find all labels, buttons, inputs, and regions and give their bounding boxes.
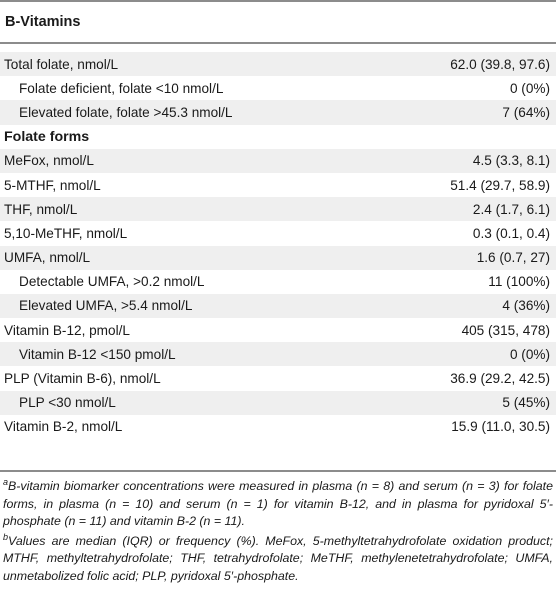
- table-section-row: [0, 125, 556, 149]
- table-header: B-Vitamins: [5, 14, 81, 30]
- row-label: Vitamin B-2, nmol/L: [4, 419, 123, 435]
- row-label: PLP <30 nmol/L: [19, 395, 116, 411]
- row-value: 405 (315, 478): [461, 322, 550, 338]
- table-row: [0, 52, 556, 76]
- table-row: [0, 391, 556, 415]
- row-label: Total folate, nmol/L: [4, 56, 119, 72]
- table-body: [0, 52, 556, 439]
- row-value: 0 (0%): [509, 346, 550, 362]
- table-row: [0, 366, 556, 390]
- table-row: [0, 415, 556, 439]
- table-row: [0, 270, 556, 294]
- row-value: 2.4 (1.7, 6.1): [472, 201, 550, 217]
- row-value: 5 (45%): [502, 395, 550, 411]
- row-label: Vitamin B-12, pmol/L: [4, 322, 130, 338]
- row-label: Elevated folate, folate >45.3 nmol/L: [19, 104, 233, 120]
- table-row: [0, 100, 556, 124]
- table-row: [0, 318, 556, 342]
- row-label: PLP (Vitamin B-6), nmol/L: [4, 371, 161, 387]
- row-label: THF, nmol/L: [4, 201, 78, 217]
- row-value: 4.5 (3.3, 8.1): [472, 153, 550, 169]
- row-value: 15.9 (11.0, 30.5): [451, 419, 550, 435]
- row-label: MeFox, nmol/L: [4, 153, 94, 169]
- table-row: [0, 221, 556, 245]
- table-row: [0, 173, 556, 197]
- row-value: 36.9 (29.2, 42.5): [450, 371, 550, 387]
- table-footnotes: [3, 478, 553, 588]
- table-row: [0, 294, 556, 318]
- row-label: Folate deficient, folate <10 nmol/L: [19, 80, 224, 96]
- table-row: [0, 197, 556, 221]
- table-header-row: [0, 2, 556, 44]
- footnote-mark: a: [3, 476, 9, 487]
- row-label: Detectable UMFA, >0.2 nmol/L: [19, 274, 205, 290]
- row-label: 5-MTHF, nmol/L: [4, 177, 101, 193]
- row-value: 0 (0%): [509, 80, 550, 96]
- footnote-text: B-vitamin biomarker concentrations were measured in plasma (n = 8) and serum (n = 3) for folate forms, in plasma (n = 10) and serum (n = 1) for vitamin B-12, and in plasma for pyridoxal 5′-phosphate (n = 11) and vitamin B-2 (n = 11).: [3, 479, 553, 529]
- row-value: 51.4 (29.7, 58.9): [450, 177, 550, 193]
- table-row: [0, 246, 556, 270]
- table-row: [0, 342, 556, 366]
- row-label: Elevated UMFA, >5.4 nmol/L: [19, 298, 193, 314]
- row-value: 62.0 (39.8, 97.6): [450, 56, 550, 72]
- footnote: [3, 478, 553, 531]
- table-bottom-rule: [0, 470, 556, 472]
- row-value: 4 (36%): [502, 298, 550, 314]
- footnote-text: Values are median (IQR) or frequency (%). MeFox, 5-methyltetrahydrofolate oxidation product; MTHF, methyltetrahydrofolate; THF, tetrahydrofolate; MeTHF, methylenetetrahydrofolate; UMFA, unmetabolized folic acid; PLP, pyridoxal 5′-phosphate.: [3, 533, 553, 583]
- row-value: 11 (100%): [488, 274, 550, 290]
- row-label: UMFA, nmol/L: [4, 250, 91, 266]
- table-row: [0, 149, 556, 173]
- row-value: 1.6 (0.7, 27): [476, 250, 550, 266]
- row-label: 5,10-MeTHF, nmol/L: [4, 225, 128, 241]
- section-label: Folate forms: [4, 128, 90, 145]
- row-value: 7 (64%): [502, 104, 550, 120]
- row-value: 0.3 (0.1, 0.4): [472, 225, 550, 241]
- row-label: Vitamin B-12 <150 pmol/L: [19, 346, 176, 362]
- table-row: [0, 76, 556, 100]
- footnote: [3, 533, 553, 586]
- footnote-mark: b: [3, 531, 9, 542]
